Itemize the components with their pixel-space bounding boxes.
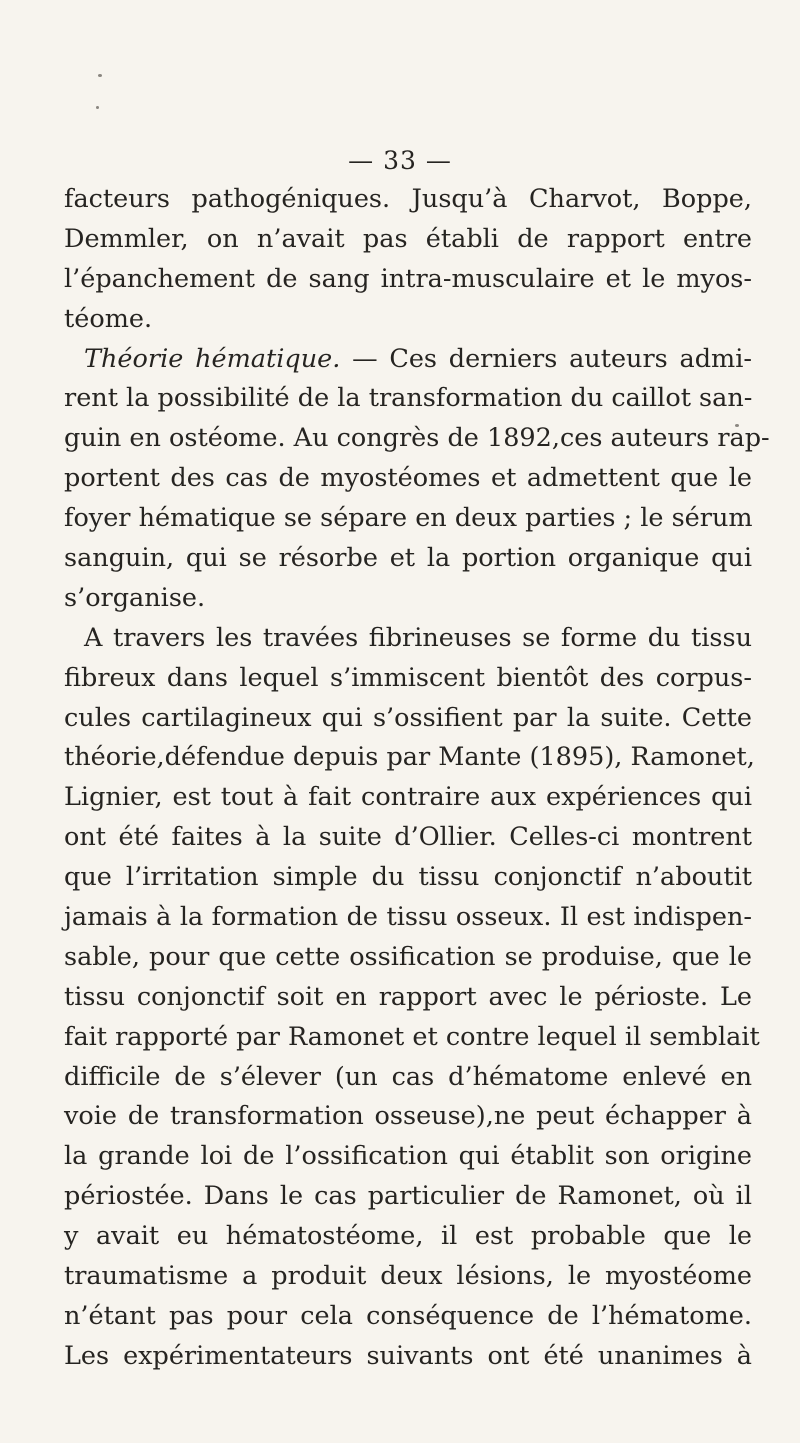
body-text [64, 180, 770, 1377]
paper-speck [96, 106, 99, 109]
text-line: téome. [64, 303, 153, 334]
text-line: facteurs pathogéniques. Jusqu’à Charvot, Boppe, [64, 184, 752, 214]
section-heading-line [64, 340, 752, 380]
text-line: fibreux dans lequel s’immiscent bientôt des corpus- [64, 662, 752, 693]
text-line: jamais à la formation de tissu osseux. Il est indispen- [64, 902, 752, 933]
text-line: Demmler, on n’avait pas établi de rapport entre [64, 223, 752, 254]
text-line: s’organise. [64, 582, 206, 613]
text-line: la grande loi de l’ossification qui établit son origine [64, 1141, 752, 1172]
text-line: Lignier, est tout à fait contraire aux expériences qui [64, 782, 752, 813]
text-line: n’étant pas pour cela conséquence de l’hématome. [64, 1300, 752, 1331]
text-line: périostée. Dans le cas particulier de Ramonet, où il [64, 1181, 752, 1212]
text-line: A travers les travées fibrineuses se forme du tissu [84, 622, 752, 653]
text-line: cules cartilagineux qui s’ossifient par la suite. Cette [64, 702, 752, 733]
text-line: rent la possibilité de la transformation du caillot san- [64, 383, 753, 414]
text-line: voie de transformation osseuse),ne peut échapper à [64, 1101, 752, 1132]
text-line: y avait eu hématostéome, il est probable que le [64, 1221, 752, 1252]
text-line: sable, pour que cette ossification se produise, que le [64, 941, 752, 972]
text-line: théorie,défendue depuis par Mante (1895), Ramonet, [64, 742, 755, 773]
text-line: l’épanchement de sang intra-musculaire et le myos- [64, 263, 752, 294]
text-line: ont été faites à la suite d’Ollier. Celles-ci montrent [64, 822, 752, 853]
text-line: fait rapporté par Ramonet et contre lequel il semblait [64, 1021, 760, 1052]
text-line: tissu conjonctif soit en rapport avec le périoste. Le [64, 981, 752, 1012]
text-line: foyer hématique se sépare en deux parties ; le sérum [64, 503, 753, 534]
section-heading-tail: — Ces derniers auteurs admi- [340, 343, 752, 374]
text-line: portent des cas de myostéomes et admettent que le [64, 463, 752, 494]
section-heading: Théorie hématique. [84, 343, 341, 374]
text-line: que l’irritation simple du tissu conjonctif n’aboutit [64, 862, 752, 893]
paper-speck [98, 74, 102, 77]
page-number: — 33 — [348, 146, 452, 175]
text-line: difficile de s’élever (un cas d’hématome enlevé en [64, 1061, 752, 1092]
text-line: Les expérimentateurs suivants ont été unanimes à [64, 1340, 752, 1371]
text-line: sanguin, qui se résorbe et la portion organique qui [64, 543, 752, 574]
text-line: traumatisme a produit deux lésions, le myostéome [64, 1261, 752, 1292]
text-line: guin en ostéome. Au congrès de 1892,ces auteurs rap- [64, 423, 770, 454]
